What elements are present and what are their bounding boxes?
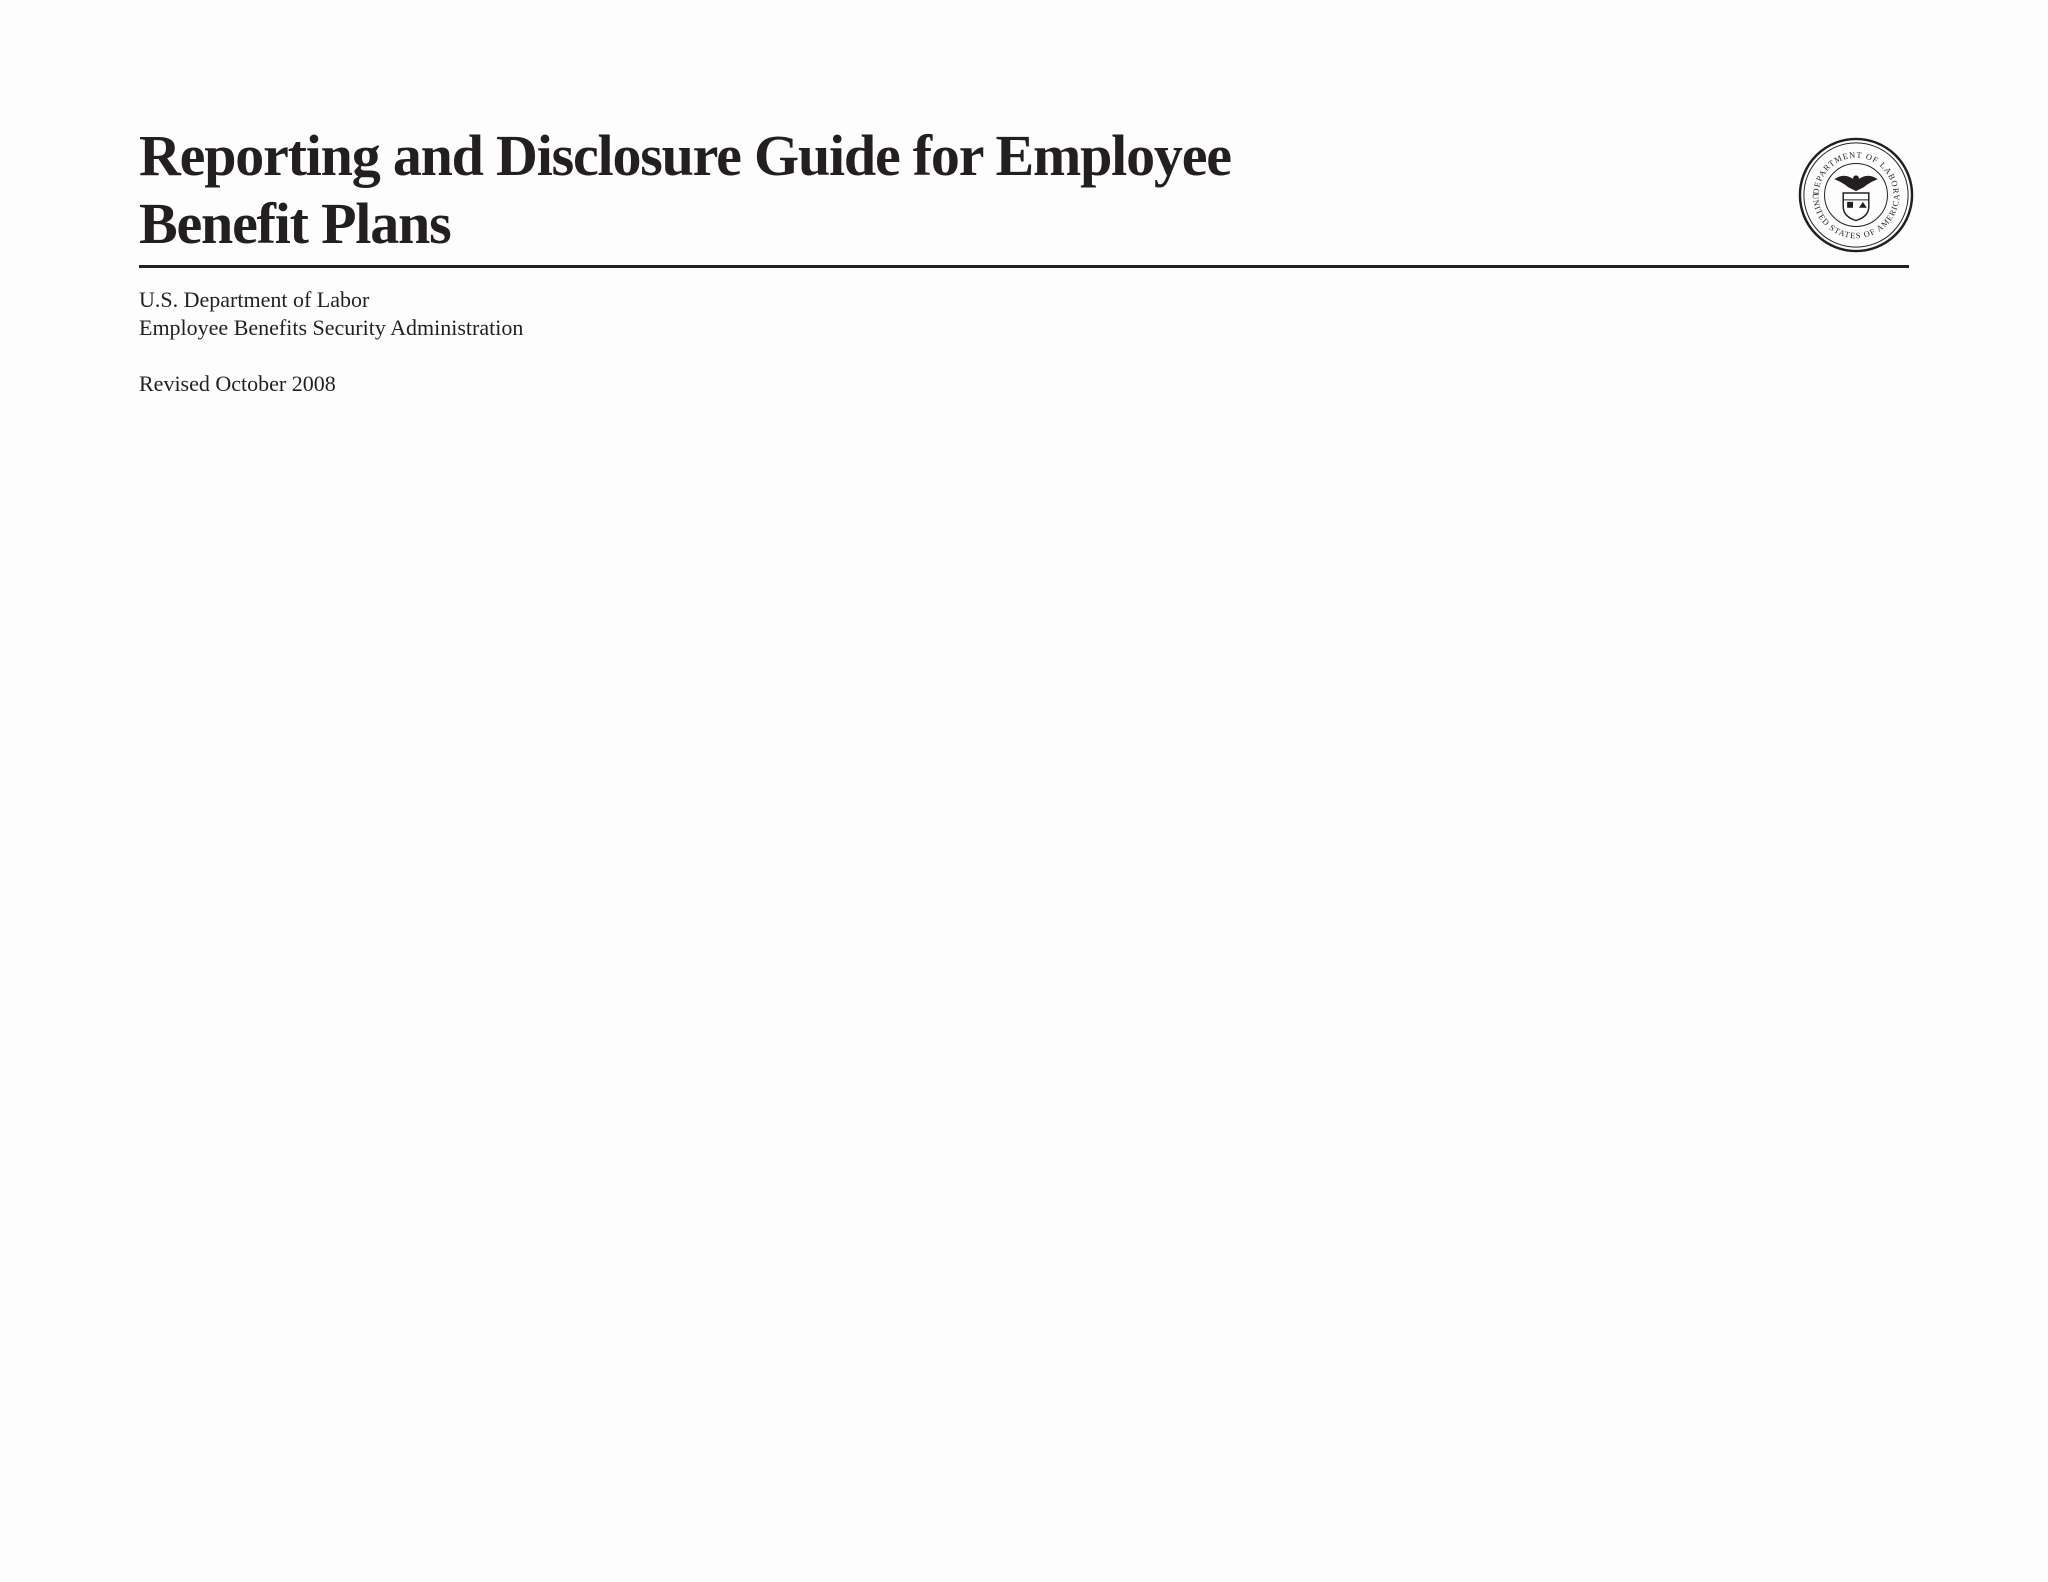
agency-name: U.S. Department of Labor (139, 287, 370, 312)
publisher-info (139, 286, 523, 398)
title-line-2: Benefit Plans (139, 191, 451, 256)
title-line-1: Reporting and Disclosure Guide for Employee (139, 123, 1231, 188)
department-of-labor-seal-icon (1797, 136, 1915, 254)
document-title (139, 122, 1739, 258)
sub-agency-name: Employee Benefits Security Administration (139, 315, 524, 340)
revision-date: Revised October 2008 (139, 371, 336, 396)
header-rule (139, 265, 1909, 268)
seal-bottom-text: UNITED STATES OF AMERICA (1810, 193, 1902, 241)
seal-top-text: DEPARTMENT OF LABOR (1811, 150, 1901, 195)
